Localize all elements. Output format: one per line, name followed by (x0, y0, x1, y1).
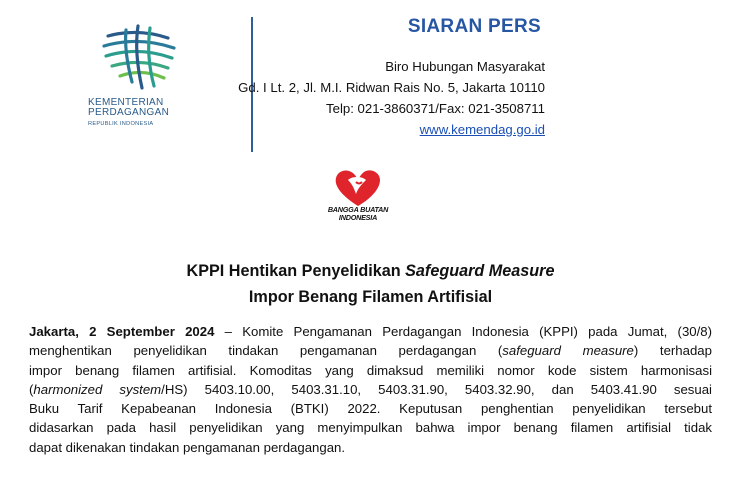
phone-fax: Telp: 021-3860371/Fax: 021-3508711 (326, 101, 545, 116)
dateline: Jakarta, 2 September 2024 (29, 324, 215, 339)
ministry-line-3: REPUBLIK INDONESIA (88, 121, 154, 127)
bangga-buatan-indonesia-badge (318, 166, 398, 236)
headline-plain: KPPI Hentikan Penyelidikan (186, 262, 406, 280)
body-line-5: Buku Tarif Kepabeanan Indonesia (BTKI) 2022. Keputusan penghentian penyelidikan tersebut (29, 401, 712, 417)
body-text-4i: harmonized system (33, 381, 162, 397)
body-line-3: impor benang filamen artifisial. Komoditas yang dimaksud memiliki nomor kode sistem harmonisasi (29, 362, 712, 378)
office-address: Gd. I Lt. 2, Jl. M.I. Ridwan Rais No. 5, Jakarta 10110 (238, 80, 545, 95)
body-text-2b: ) terhadap (633, 343, 712, 359)
body-text-2a: menghentikan penyelidikan tindakan pengamanan perdagangan ( (29, 343, 503, 359)
press-release-title: SIARAN PERS (407, 16, 541, 37)
body-paragraph (29, 322, 712, 457)
ministry-name (88, 98, 169, 129)
trade-ministry-emblem-icon (98, 22, 188, 94)
ministry-logo (88, 22, 206, 132)
body-text-2i: safeguard measure (502, 343, 634, 359)
body-text-4b: /HS) 5403.10.00, 5403.31.10, 5403.31.90, 5403.32.90, dan 5403.41.90 sesuai (161, 381, 712, 397)
bureau-name: Biro Hubungan Masyarakat (385, 59, 545, 74)
headline-line-1 (0, 258, 741, 284)
badge-line-1: BANGGA BUATAN (327, 205, 389, 214)
badge-line-2: INDONESIA (338, 213, 378, 222)
website-link[interactable]: www.kemendag.go.id (419, 122, 545, 137)
body-text-1: – Komite Pengamanan Perdagangan Indonesia (KPPI) pada Jumat, (30/8) (214, 324, 712, 339)
ministry-line-1: KEMENTERIAN (88, 97, 164, 108)
badge-label (318, 206, 398, 222)
body-text-4a: ( (29, 381, 34, 397)
body-line-1 (29, 322, 712, 341)
body-line-6: didasarkan pada hasil penyelidikan yang menyimpulkan bahwa impor benang filamen artifisial tidak (29, 420, 712, 436)
headline-italic: Safeguard Measure (405, 262, 555, 280)
body-line-4 (29, 380, 712, 399)
body-line-7: dapat dikenakan tindakan pengamanan perdagangan. (29, 439, 346, 455)
body-line-2 (29, 341, 712, 360)
headline-line-2: Impor Benang Filamen Artifisial (248, 288, 493, 306)
ministry-line-2: PERDAGANGAN (88, 107, 170, 118)
heart-icon (318, 166, 398, 210)
headline (0, 258, 741, 310)
contact-block (238, 56, 545, 140)
